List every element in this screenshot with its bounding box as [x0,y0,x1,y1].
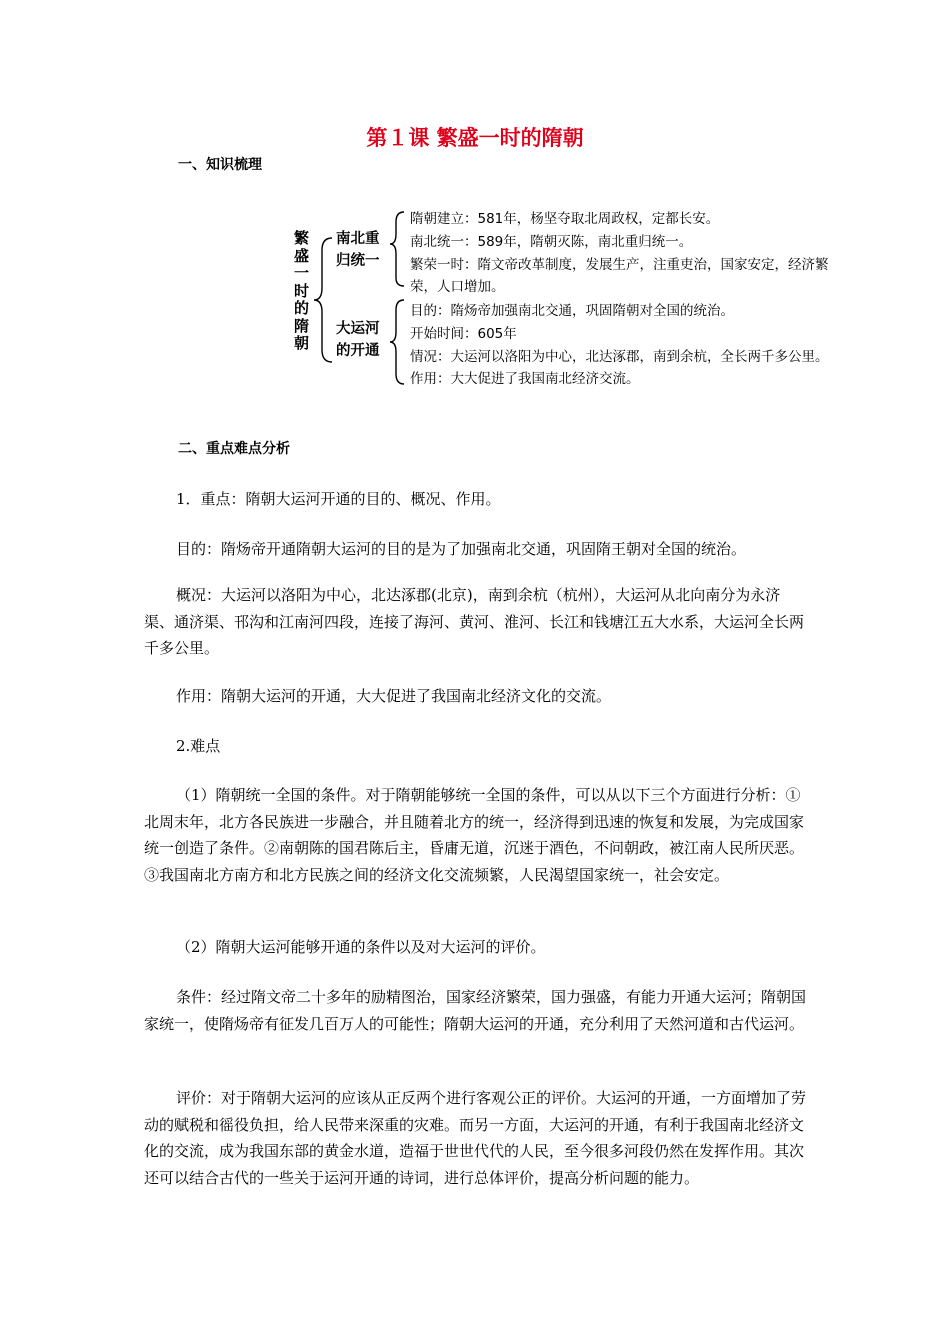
page-title: 第１课 繁盛一时的隋朝 [366,126,584,150]
diagram-item: 目的：隋炀帝加强南北交通，巩固隋朝对全国的统治。 [410,303,734,319]
diagram-item: 情况：大运河以洛阳为中心，北达涿郡，南到余杭，全长两千多公里。 [410,349,829,365]
diagram-branch-reunification: 南北重归统一 [336,231,380,269]
paragraph-conditions: 条件：经过隋文帝二十多年的励精图治，国家经济繁荣，国力强盛，有能力开通大运河；隋朝国家统一，使隋炀帝有征发几百万人的可能性；隋朝大运河的开通，充分利用了天然河道和古代运河。 [144,988,807,1033]
diagram-item: 作用：大大促进了我国南北经济交流。 [410,371,640,387]
diagram-root: 繁盛一时的隋朝 [294,229,310,352]
diagram-branch-grand-canal: 大运河的开通 [336,321,380,359]
diagram-item: 荣，人口增加。 [410,279,505,295]
diagram-item: 繁荣一时：隋文帝改革制度，发展生产，注重吏治，国家安定，经济繁 [410,257,829,273]
paragraph-effect: 作用：隋朝大运河的开通，大大促进了我国南北经济文化的交流。 [176,687,612,705]
knowledge-diagram [292,204,882,394]
diagram-item: 隋朝建立：581年，杨坚夺取北周政权，定都长安。 [410,211,720,227]
paragraph-difficulty-heading: 2.难点 [176,737,221,755]
paragraph-unification-conditions: （1）隋朝统一全国的条件。对于隋朝能够统一全国的条件，可以从以下三个方面进行分析：①北周末年，北方各民族进一步融合，并且随着北方的统一，经济得到迅速的恢复和发展，为完成国家统一创造了条件。②南朝陈的国君陈后主，昏庸无道，沉迷于酒色，不问朝政，被江南人民所厌恶。③我国南北方南方和北方民族之间的经济文化交流频繁，人民渴望国家统一，社会安定。 [144,786,805,884]
paragraph-purpose: 目的：隋炀帝开通隋朝大运河的目的是为了加强南北交通，巩固隋王朝对全国的统治。 [176,540,747,558]
diagram-item: 开始时间：605年 [410,326,517,342]
paragraph-evaluation: 评价：对于隋朝大运河的应该从正反两个进行客观公正的评价。大运河的开通，一方面增加了劳动的赋税和徭役负担，给人民带来深重的灾难。而另一方面，大运河的开通，有利于我国南北经济文化的交流，成为我国东部的黄金水道，造福于世世代代的人民，至今很多河段仍然在发挥作用。其次还可以结合古代的一些关于运河开通的诗词，进行总体评价，提高分析问题的能力。 [144,1089,807,1187]
paragraph-key-point: 1．重点：隋朝大运河开通的目的、概况、作用。 [176,490,501,508]
section-heading-analysis: 二、重点难点分析 [178,441,290,457]
paragraph-overview: 概况：大运河以洛阳为中心，北达涿郡(北京)，南到余杭（杭州），大运河从北向南分为永济渠、通济渠、邗沟和江南河四段，连接了海河、黄河、淮河、长江和钱塘江五大水系，大运河全长两千多公里。 [144,586,805,657]
paragraph-canal-conditions-heading: （2）隋朝大运河能够开通的条件以及对大运河的评价。 [176,938,546,956]
diagram-item: 南北统一：589年，隋朝灭陈，南北重归统一。 [410,234,693,250]
section-heading-knowledge: 一、知识梳理 [178,157,262,173]
